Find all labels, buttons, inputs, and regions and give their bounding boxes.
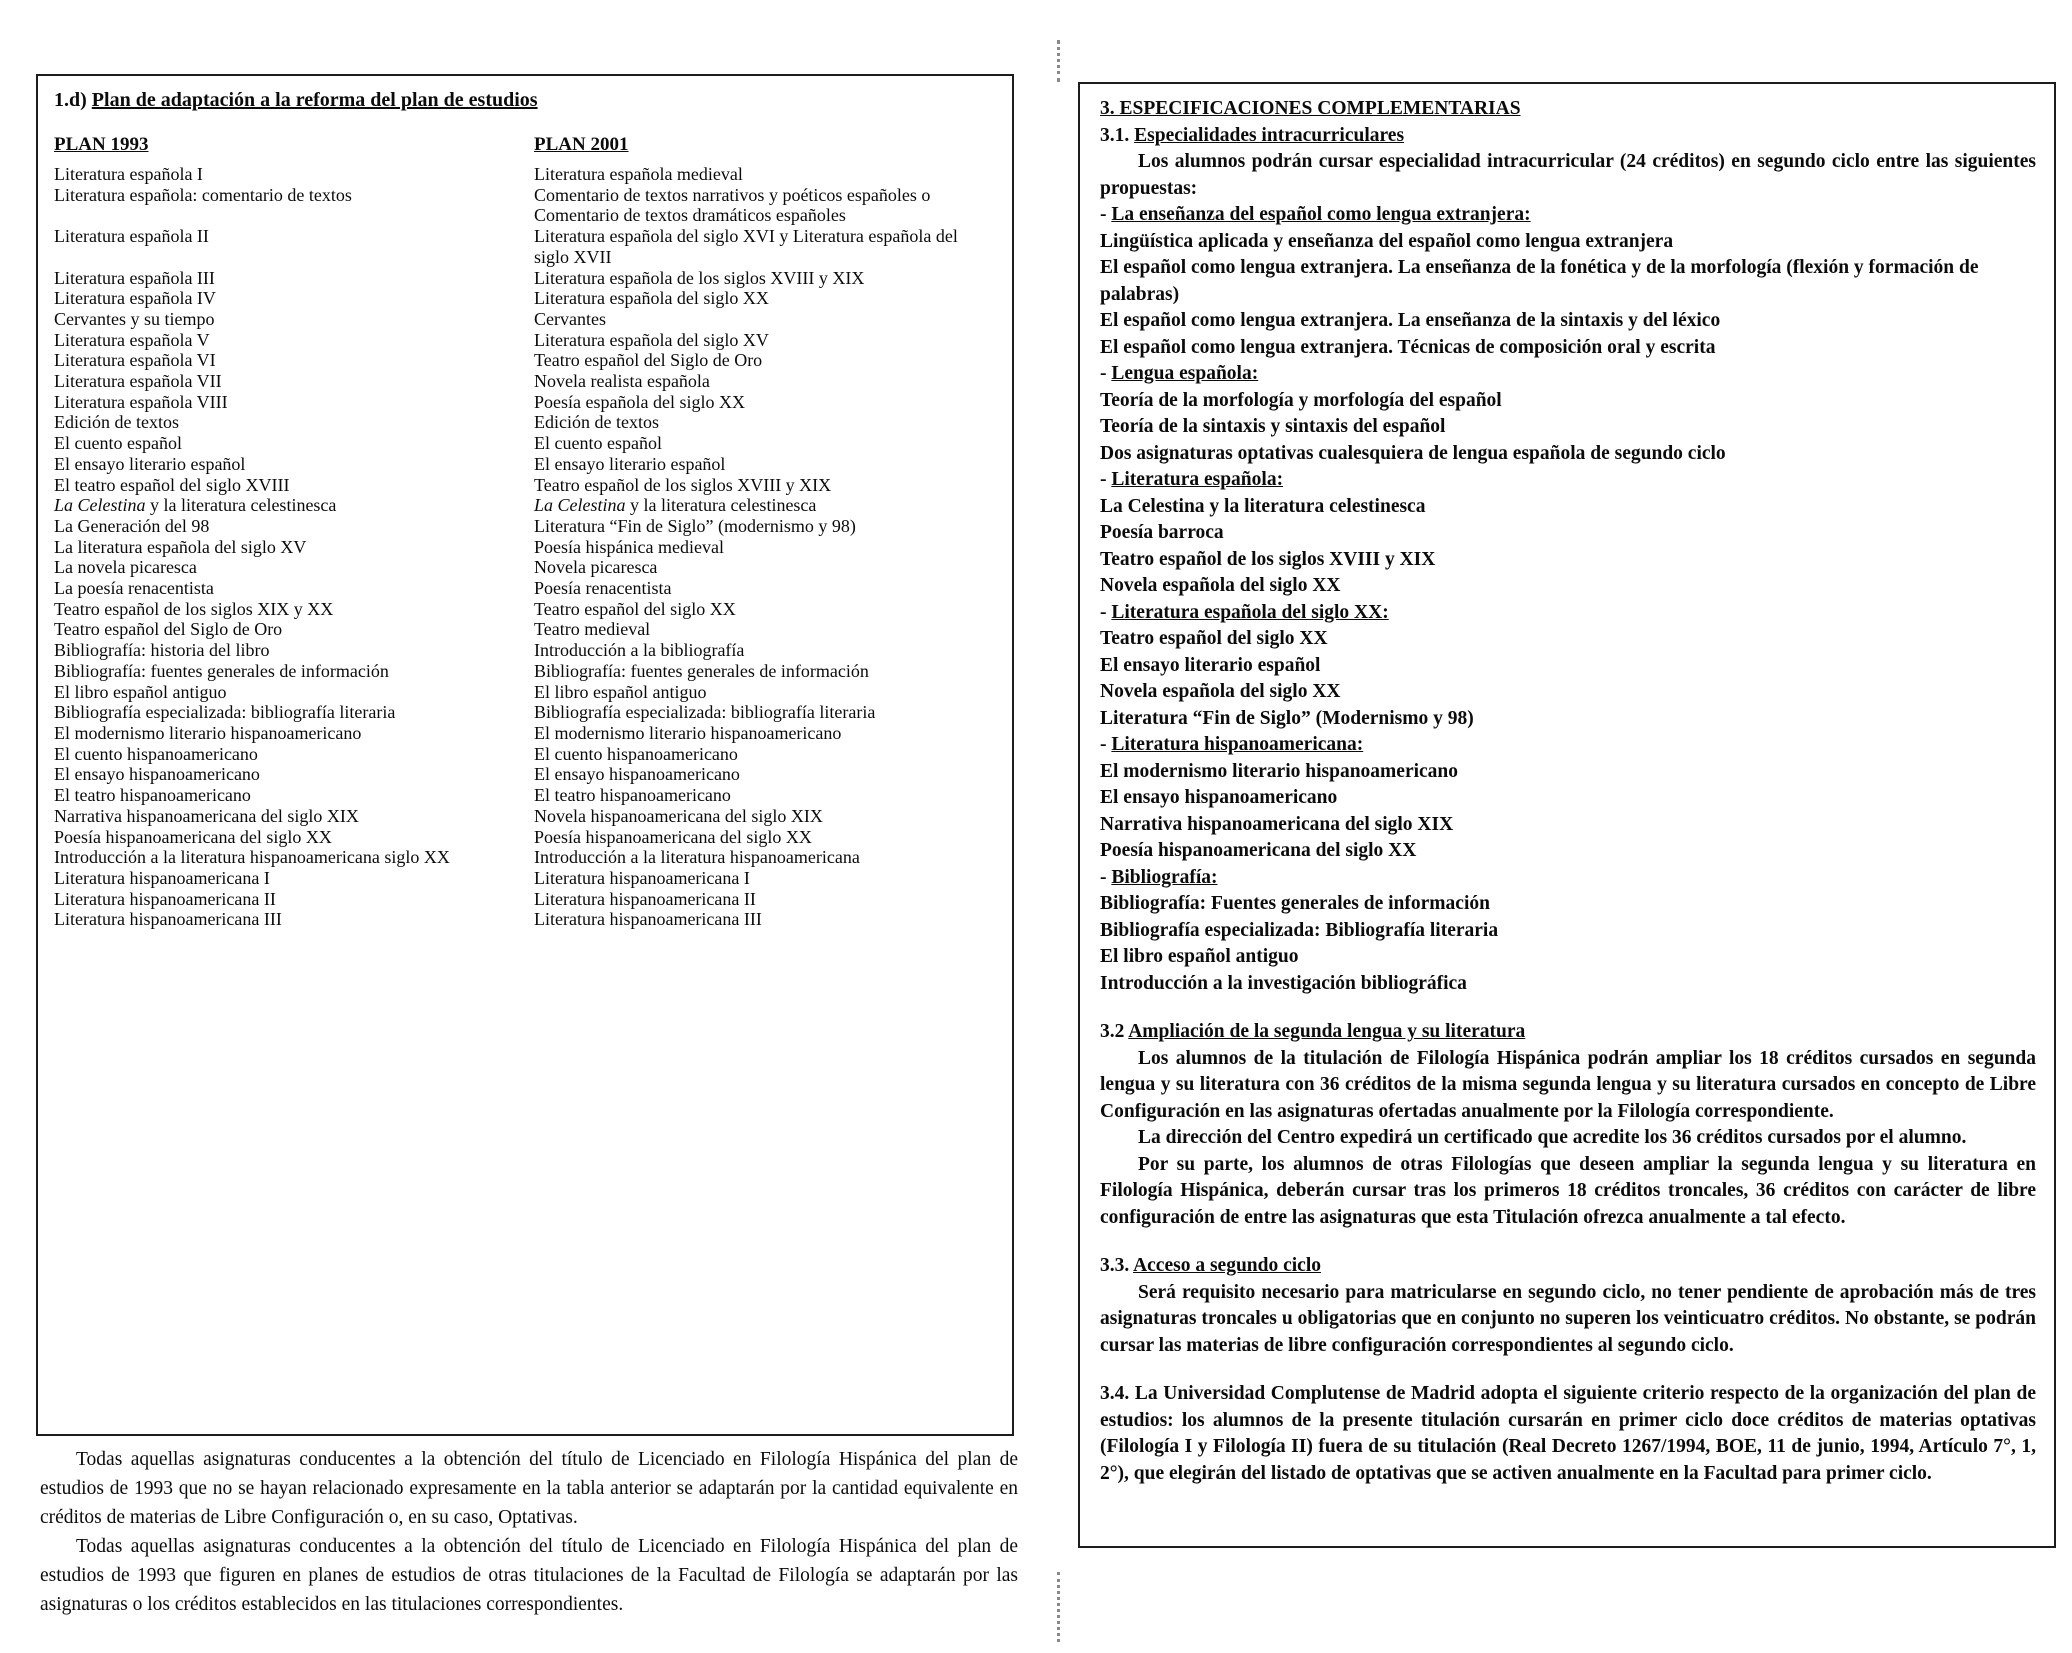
plan-2001-item: Cervantes (534, 308, 606, 329)
line-text: Los alumnos podrán cursar especialidad intracurricular (24 créditos) en segundo ciclo entre las siguientes propuestas: (1100, 151, 2036, 199)
plan-2001-item: Introducción a la literatura hispanoamericana (534, 847, 860, 868)
line-text: El español como lengua extranjera. La enseñanza de la sintaxis y del léxico (1100, 310, 1721, 331)
plan-1993-item: Literatura española VII (54, 371, 222, 392)
plan-2001-item: Literatura española del siglo XV (534, 329, 769, 350)
section-heading (1100, 123, 2036, 150)
plan-1993-item: Literatura hispanoamericana III (54, 909, 282, 930)
line-text: Teatro español del siglo XX (1100, 628, 1328, 649)
course-line (1100, 494, 2036, 521)
plan-2001-item: Bibliografía: fuentes generales de información (534, 660, 869, 681)
plan-1993-item: Poesía hispanoamericana del siglo XX (54, 826, 332, 847)
plan-2001-item: El ensayo literario español (534, 453, 726, 474)
plan-2001-item: Novela hispanoamericana del siglo XIX (534, 805, 823, 826)
section-heading (1100, 1019, 2036, 1046)
line-text: Novela española del siglo XX (1100, 681, 1341, 702)
specialty-heading (1100, 600, 2036, 627)
plan-1993-item: Literatura española II (54, 226, 209, 247)
line-text: El ensayo hispanoamericano (1100, 787, 1338, 808)
line-text: La dirección del Centro expedirá un certificado que acredite los 36 créditos cursados por el alumno. (1138, 1127, 1967, 1148)
plan-1993-item: El cuento hispanoamericano (54, 743, 258, 764)
line-text: La Universidad Complutense de Madrid adopta el siguiente criterio respecto de la organización del plan de estudios: los alumnos de la presente titulación cursarán en primer ciclo doce créditos de materias optativas (Filología I y Filología II) fuera de su titulación (Real Decreto 1267/1994, BOE, 11 de junio, 1994, Artículo 7°, 1, 2°), que elegirán del listado de optativas que se activen anualmente en la Facultad para primer ciclo. (1100, 1383, 2037, 1484)
paragraph (1100, 1152, 2036, 1232)
plan-2001-item: El libro español antiguo (534, 681, 707, 702)
line-text: Literatura española: (1111, 469, 1284, 490)
plan-2001-item: Poesía renacentista (534, 578, 672, 599)
line-text: Bibliografía: Fuentes generales de información (1100, 893, 1490, 914)
line-text: El libro español antiguo (1100, 946, 1299, 967)
plan-1993-item: Bibliografía especializada: bibliografía literaria (54, 702, 396, 723)
plan-2001-item: La Celestina y la literatura celestinesca (534, 495, 817, 516)
plan-mapping-table (54, 164, 996, 930)
line-text: Bibliografía: (1111, 866, 1218, 888)
line-number-prefix: 3.1. (1100, 124, 1135, 146)
paragraph (1100, 1280, 2036, 1360)
course-line (1100, 388, 2036, 415)
line-number-prefix: - (1100, 866, 1112, 888)
course-line (1100, 308, 2036, 335)
plan-1993-item: Teatro español del Siglo de Oro (54, 619, 283, 640)
line-text: El ensayo literario español (1100, 654, 1321, 676)
course-line (1100, 520, 2036, 547)
plan-1993-item: Bibliografía: fuentes generales de información (54, 660, 389, 681)
paragraph (1100, 1046, 2036, 1126)
specialty-heading (1100, 865, 2036, 892)
plan-column-headers (54, 134, 996, 156)
plan-1993-item: Cervantes y su tiempo (54, 308, 215, 329)
line-text: El modernismo literario hispanoamericano (1100, 760, 1459, 782)
course-line (1100, 812, 2036, 839)
plan-2001-item: Literatura española de los siglos XVIII y XIX (534, 267, 865, 288)
adaptation-notes (40, 1445, 1018, 1619)
plan-2001-item: El modernismo literario hispanoamericano (534, 722, 842, 743)
plan-1993-item: Literatura española: comentario de textos (54, 184, 352, 205)
spacer (1100, 1359, 2036, 1381)
plan-2001-item: Novela realista española (534, 371, 710, 392)
course-line (1100, 626, 2036, 653)
course-line (1100, 891, 2036, 918)
specialty-heading (1100, 361, 2036, 388)
specialty-heading (1100, 202, 2036, 229)
plan-1993-item: Literatura española I (54, 164, 203, 184)
note-paragraph: Todas aquellas asignaturas conducentes a la obtención del título de Licenciado en Filología Hispánica del plan de estudios de 1993 que figuren en planes de estudios de otras titulaciones de la Facultad de Filología se adaptarán por las asignaturas o los créditos establecidos en las titulaciones correspondientes. (40, 1536, 1018, 1615)
specialty-heading (1100, 467, 2036, 494)
plan-2001-item: Literatura hispanoamericana I (534, 867, 750, 888)
plan-1993-item: El ensayo literario español (54, 453, 246, 474)
course-line (1100, 441, 2036, 468)
specifications-box (1078, 82, 2056, 1548)
line-text: Poesía hispanoamericana del siglo XX (1100, 840, 1417, 861)
line-text: Bibliografía especializada: Bibliografía literaria (1100, 919, 1499, 941)
line-text: Teoría de la sintaxis y sintaxis del español (1100, 416, 1446, 437)
line-text: Especialidades intracurriculares (1134, 124, 1405, 146)
plan-2001-item: Literatura española del siglo XVI y Literatura española del siglo XVII (534, 226, 958, 267)
plan-1993-item: La Celestina y la literatura celestinesca (54, 495, 337, 516)
line-text: Novela española del siglo XX (1100, 575, 1341, 596)
course-line (1100, 229, 2036, 256)
line-text: Narrativa hispanoamericana del siglo XIX (1100, 813, 1454, 835)
plan-1993-item: Literatura española VI (54, 350, 216, 371)
course-line (1100, 918, 2036, 945)
plan-2001-header: PLAN 2001 (534, 134, 629, 155)
plan-1993-item: Literatura española IV (54, 288, 216, 309)
course-line (1100, 785, 2036, 812)
plan-2001-item: El cuento español (534, 433, 662, 454)
line-text: Literatura española del siglo XX: (1111, 601, 1389, 623)
spacer (1100, 997, 2036, 1019)
course-line (1100, 944, 2036, 971)
line-number-prefix: - (1100, 734, 1112, 755)
plan-1993-item: Literatura hispanoamericana I (54, 867, 270, 888)
line-text: Literatura “Fin de Siglo” (Modernismo y 98) (1100, 707, 1474, 729)
plan-2001-item: Literatura española medieval (534, 164, 743, 184)
line-number-prefix: 3.2 (1100, 1021, 1129, 1042)
line-text: Introducción a la investigación bibliográfica (1100, 972, 1467, 994)
plan-2001-item: Literatura hispanoamericana II (534, 888, 756, 909)
section-heading (1100, 96, 2036, 123)
plan-1993-item: El cuento español (54, 433, 182, 454)
plan-1993-item: El modernismo literario hispanoamericano (54, 722, 362, 743)
plan-1993-item: El libro español antiguo (54, 681, 227, 702)
plan-1993-item: Introducción a la literatura hispanoamericana siglo XX (54, 847, 450, 868)
course-line (1100, 706, 2036, 733)
plan-2001-item: Introducción a la bibliografía (534, 640, 745, 661)
line-text: Por su parte, los alumnos de otras Filologías que deseen ampliar la segunda lengua y su literatura en Filología Hispánica, deberán cursar tras los primeros 18 créditos troncales, 36 créditos con carácter de libre configuración de entre las asignaturas que esta Titulación ofrezca anualmente a tal efecto. (1100, 1153, 2036, 1228)
line-text: Los alumnos de la titulación de Filología Hispánica podrán ampliar los 18 créditos cursados en segunda lengua y su literatura con 36 créditos de la misma segunda lengua y su literatura cursados en concepto de Libre Configuración en las asignaturas ofertadas anualmente por la Filología correspondiente. (1100, 1047, 2036, 1122)
plan-2001-item: El cuento hispanoamericano (534, 743, 738, 764)
line-text: Ampliación de la segunda lengua y su literatura (1128, 1021, 1526, 1042)
plan-2001-item: Teatro medieval (534, 619, 651, 640)
line-text: Lengua española: (1111, 363, 1259, 384)
course-line (1100, 414, 2036, 441)
plan-1993-item: La literatura española del siglo XV (54, 536, 307, 557)
course-line (1100, 838, 2036, 865)
plan-1993-item: Literatura hispanoamericana II (54, 888, 276, 909)
line-text: 3. ESPECIFICACIONES COMPLEMENTARIAS (1100, 98, 1521, 119)
plan-1993-item: El teatro español del siglo XVIII (54, 474, 290, 495)
course-line (1100, 335, 2036, 362)
line-text: Dos asignaturas optativas cualesquiera de lengua española de segundo ciclo (1100, 442, 1726, 464)
line-number-prefix: - (1100, 469, 1112, 490)
plan-1993-header: PLAN 1993 (54, 134, 149, 155)
line-text: El español como lengua extranjera. Técnicas de composición oral y escrita (1100, 336, 1716, 358)
line-text: Literatura hispanoamericana: (1111, 734, 1364, 755)
plan-2001-item: Novela picaresca (534, 557, 658, 578)
line-text: Acceso a segundo ciclo (1133, 1255, 1321, 1276)
line-text: La enseñanza del español como lengua extranjera: (1111, 204, 1531, 225)
left-box-title-text: Plan de adaptación a la reforma del plan de estudios (91, 89, 538, 111)
plan-2001-item: Teatro español del siglo XX (534, 598, 736, 619)
specialty-heading (1100, 732, 2036, 759)
line-text: Será requisito necesario para matricularse en segundo ciclo, no tener pendiente de aprobación más de tres asignaturas troncales u obligatorias que en conjunto no superen los veinticuatro créditos. No obstante, se podrán cursar las materias de libre configuración correspondientes al segundo ciclo. (1100, 1281, 2036, 1356)
plan-1993-item: Narrativa hispanoamericana del siglo XIX (54, 805, 359, 826)
plan-2001-item: Poesía hispánica medieval (534, 536, 724, 557)
plan-1993-item: Literatura española V (54, 329, 210, 350)
line-text: Teoría de la morfología y morfología del español (1100, 389, 1502, 411)
plan-2001-item: Poesía hispanoamericana del siglo XX (534, 826, 812, 847)
plan-1993-item: Edición de textos (54, 412, 179, 433)
line-text: Teatro español de los siglos XVIII y XIX (1100, 548, 1436, 570)
spacer (1100, 1231, 2036, 1253)
plan-1993-item: El ensayo hispanoamericano (54, 764, 260, 785)
plan-1993-item: Literatura española VIII (54, 391, 228, 412)
plan-2001-item: Comentario de textos narrativos y poéticos españoles o Comentario de textos dramáticos españoles (534, 184, 931, 226)
page-fold-dots-bottom (1057, 1572, 1060, 1642)
adaptation-plan-box (36, 74, 1014, 1436)
course-line (1100, 679, 2036, 706)
course-line (1100, 547, 2036, 574)
paragraph (1100, 1381, 2036, 1487)
course-line (1100, 653, 2036, 680)
page-fold-dots-top (1057, 40, 1060, 82)
left-box-title-number: 1.d) (54, 89, 92, 111)
section-heading (1100, 1253, 2036, 1280)
plan-2001-item: El teatro hispanoamericano (534, 785, 731, 806)
course-line (1100, 255, 2036, 308)
plan-1993-item: Literatura española III (54, 267, 215, 288)
plan-2001-item: Bibliografía especializada: bibliografía literaria (534, 702, 876, 723)
plan-2001-item: Teatro español del Siglo de Oro (534, 350, 763, 371)
note-paragraph: Todas aquellas asignaturas conducentes a la obtención del título de Licenciado en Filología Hispánica del plan de estudios de 1993 que no se hayan relacionado expresamente en la tabla anterior se adaptarán por la cantidad equivalente en créditos de materias de Libre Configuración o, en su caso, Optativas. (40, 1449, 1018, 1528)
line-text: El español como lengua extranjera. La enseñanza de la fonética y de la morfología (flexión y formación de palabras) (1100, 257, 1979, 305)
course-line (1100, 971, 2036, 998)
plan-2001-item: Literatura “Fin de Siglo” (modernismo y 98) (534, 515, 856, 536)
line-text: Poesía barroca (1100, 522, 1224, 543)
plan-1993-item: La Generación del 98 (54, 515, 210, 536)
paragraph (1100, 149, 2036, 202)
plan-2001-item: Literatura hispanoamericana III (534, 909, 762, 930)
paragraph (1100, 1125, 2036, 1152)
plan-2001-item: Teatro español de los siglos XVIII y XIX (534, 474, 832, 495)
plan-2001-item: Poesía española del siglo XX (534, 391, 745, 412)
plan-1993-item: La poesía renacentista (54, 578, 214, 599)
plan-2001-item: Literatura española del siglo XX (534, 288, 769, 309)
line-number-prefix: - (1100, 204, 1112, 225)
plan-2001-item: Edición de textos (534, 412, 659, 433)
left-box-title (54, 88, 996, 112)
line-text: La Celestina y la literatura celestinesca (1100, 495, 1426, 517)
course-line (1100, 573, 2036, 600)
plan-1993-item: La novela picaresca (54, 557, 197, 578)
plan-1993-item: El teatro hispanoamericano (54, 785, 251, 806)
line-number-prefix: - (1100, 601, 1112, 623)
plan-2001-item: El ensayo hispanoamericano (534, 764, 740, 785)
plan-1993-item: Teatro español de los siglos XIX y XX (54, 598, 334, 619)
line-number-prefix: 3.3. (1100, 1255, 1134, 1276)
plan-1993-item: Bibliografía: historia del libro (54, 640, 270, 661)
line-number-prefix: - (1100, 363, 1112, 384)
course-line (1100, 759, 2036, 786)
line-number-prefix: 3.4. (1100, 1383, 1135, 1404)
line-text: Lingüística aplicada y enseñanza del español como lengua extranjera (1100, 230, 1674, 252)
